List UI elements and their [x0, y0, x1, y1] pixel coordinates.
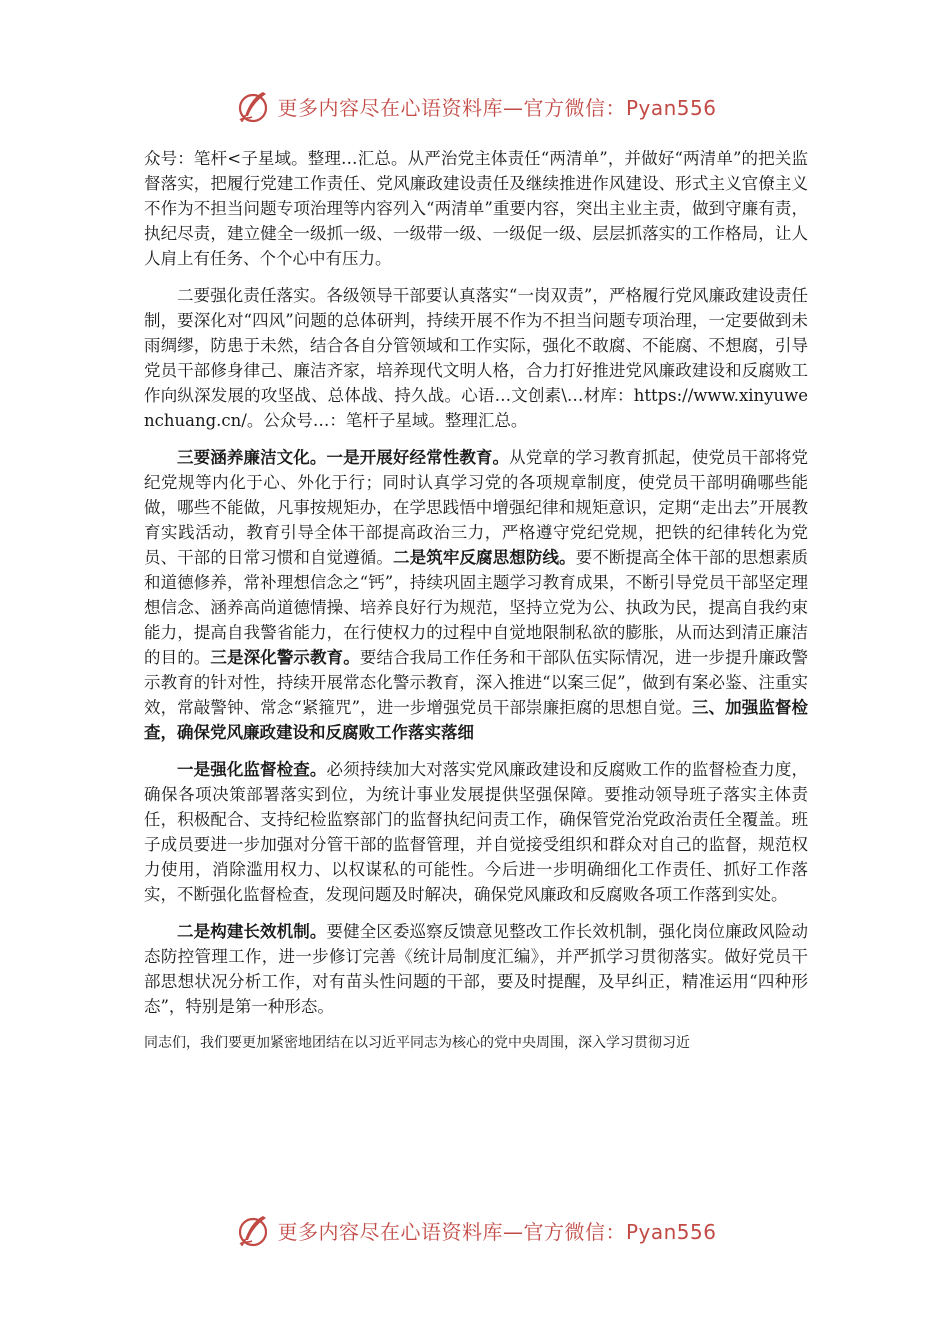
bold-heading-run: 三是深化警示教育。 [210, 648, 360, 667]
bold-heading-run: 一是强化监督检查。 [177, 760, 327, 779]
text-run: 要结合我局工作任务和干部队伍实际情况，进一步提升廉政警示教育的针对性，持续开展常态化警示教育，深入推进“以案三促”，做到有案必鉴、注重实效，常敲警钟、常念“紧箍咒”，进一步增强党员干部崇廉拒腐的思想自觉。 [144, 648, 809, 717]
paragraph-2 [144, 283, 808, 433]
paragraph-5 [144, 919, 808, 1019]
text-run: 从党章的学习教育抓起，使党员干部将党纪党规等内化于心、外化于行；同时认真学习党的各项规章制度，使党员干部明确哪些能做，哪些不能做，凡事按规矩办，在学思践悟中增强纪律和规矩意识，定期“走出去”开展教育实践活动，教育引导全体干部提高政治三力，严格遵守党纪党规，把铁的纪律转化为党员、干部的日常习惯和自觉遵循。 [144, 448, 809, 567]
header-banner-text: 更多内容尽在心语资料库—官方微信：Pyan556 [277, 95, 717, 120]
bold-section-heading: 三、加强监督检查，确保党风廉政建设和反腐败工作落实落细 [144, 698, 808, 742]
text-run: 要不断提高全体干部的思想素质和道德修养，常补理想信念之“钙”，持续巩固主题学习教育成果，不断引导党员干部坚定理想信念、涵养高尚道德情操、培养良好行为规范，坚持立党为公、执政为民，提高自我约束能力，提高自我警省能力，在行使权力的过程中自觉地限制私欲的膨胀，从而达到清正廉洁的目的。 [144, 548, 809, 667]
text-run: 要健全区委巡察反馈意见整改工作长效机制，强化岗位廉政风险动态防控管理工作，进一步修订完善《统计局制度汇编》，并严抓学习贯彻落实。做好党员干部思想状况分析工作，对有苗头性问题的干部，要及时提醒，及早纠正，精准运用“四种形态”，特别是第一种形态。 [144, 922, 809, 1016]
bold-heading-run: 二是筑牢反腐思想防线。 [393, 548, 576, 567]
text-run: 二要强化责任落实。各级领导干部要认真落实“一岗双责”，严格履行党风廉政建设责任制，要深化对“四风”问题的总体研判，持续开展不作为不担当问题专项治理，一定要做到未雨绸缪，防患于未然，结合各自分管领域和工作实际，强化不敢腐、不能腐、不想腐，引导党员干部修身律己、廉洁齐家，培养现代文明人格，合力打好推进党风廉政建设和反腐败工作向纵深发展的攻坚战、总体战、持久战。心语…文创素\…材库：https://www.xinyuwenchuang.cn/。公众号…：笔杆子星域。整理汇总。 [144, 286, 808, 430]
text-run: 众号：笔杆<子星域。整理…汇总。从严治党主体责任“两清单”，并做好“两清单”的把关监督落实，把履行党建工作责任、党风廉政建设责任及继续推进作风建设、形式主义官僚主义不作为不担当问题专项治理等内容列入“两清单”重要内容，突出主业主责，做到守廉有责，执纪尽责，建立健全一级抓一级、一级带一级、一级促一级、层层抓落实的工作格局，让人人肩上有任务、个个心中有压力。 [144, 149, 808, 268]
footer-banner [0, 1210, 950, 1250]
footer-banner-text: 更多内容尽在心语资料库—官方微信：Pyan556 [277, 1219, 717, 1244]
bold-heading-run: 二是构建长效机制。 [177, 922, 327, 941]
bold-heading-run: 三要涵养廉洁文化。一是开展好经常性教育。 [177, 448, 510, 467]
paragraph-3 [144, 445, 808, 745]
header-banner [0, 86, 950, 126]
quill-pen-icon [233, 86, 273, 126]
text-run: 必须持续加大对落实党风廉政建设和反腐败工作的监督检查力度，确保各项决策部署落实到位，为统计事业发展提供坚强保障。要推动领导班子落实主体责任，积极配合、支持纪检监察部门的监督执纪问责工作，确保管党治党政治责任全覆盖。班子成员要进一步加强对分管干部的监督管理，并自觉接受组织和群众对自己的监督，规范权力使用，消除滥用权力、以权谋私的可能性。今后进一步明确细化工作责任、抓好工作落实，不断强化监督检查，发现问题及时解决，确保党风廉政和反腐败各项工作落到实处。 [144, 760, 809, 904]
paragraph-4 [144, 757, 808, 907]
paragraph-1 [144, 146, 808, 271]
document-body [144, 146, 808, 1067]
quill-pen-icon [233, 1210, 273, 1250]
paragraph-6 [144, 1031, 808, 1055]
text-run: 同志们，我们要更加紧密地团结在以习近平同志为核心的党中央周围，深入学习贯彻习近 [144, 1035, 690, 1051]
